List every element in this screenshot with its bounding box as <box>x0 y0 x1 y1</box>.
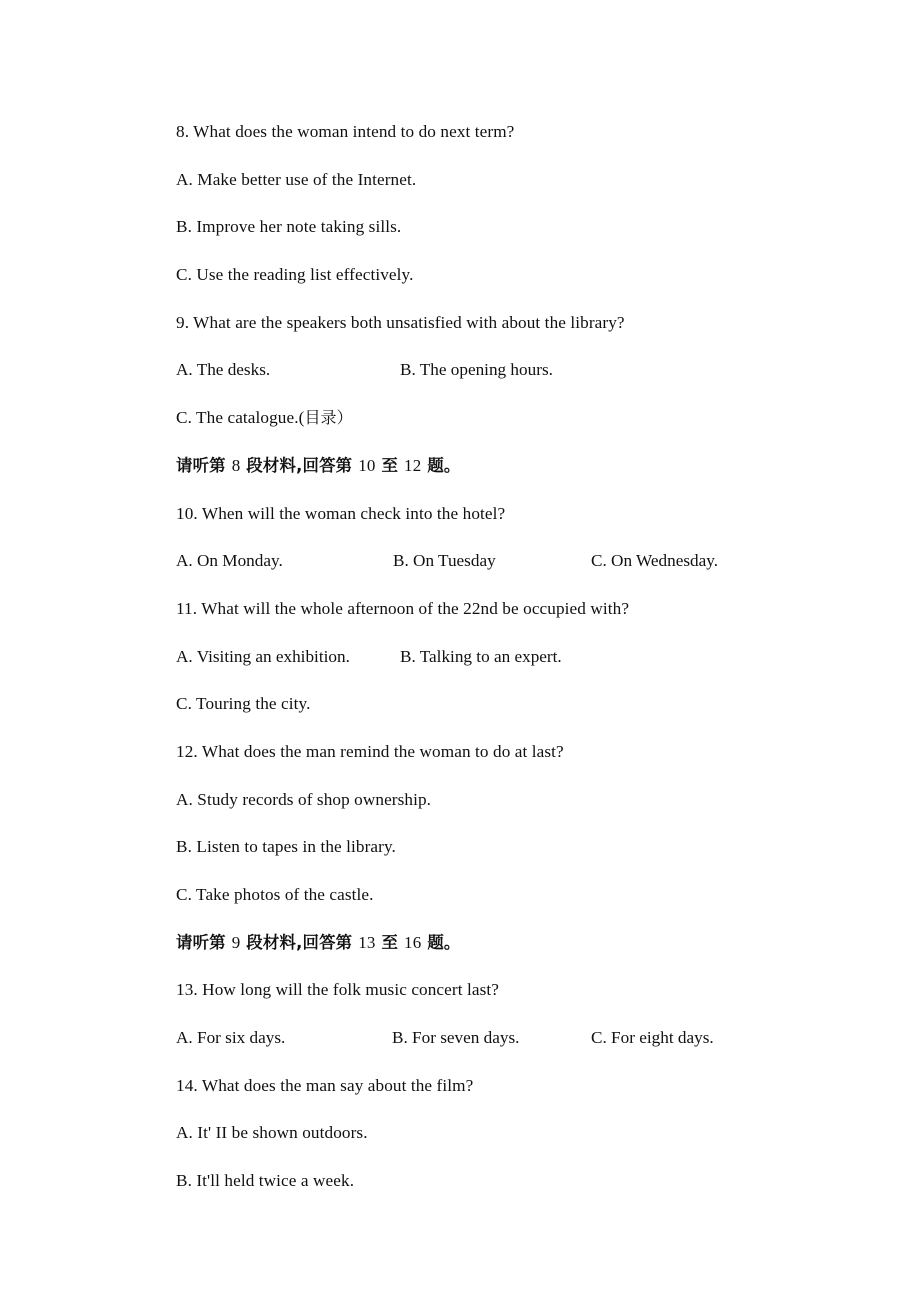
option-q10-b: B. On Tuesday <box>393 551 496 571</box>
directive-8-middle: 段材料,回答第 <box>240 455 359 475</box>
option-q11-c: C. Touring the city. <box>176 694 311 714</box>
option-q8-b: B. Improve her note taking sills. <box>176 217 402 237</box>
question-stem-q12: 12. What does the man remind the woman to do at last? <box>176 741 564 761</box>
question-stem-q8: 8. What does the woman intend to do next term? <box>176 122 515 141</box>
option-q9-c-gloss: 目录 <box>304 408 337 428</box>
option-q12-c: C. Take photos of the castle. <box>176 885 374 904</box>
question-stem-q14: 14. What does the man say about the film? <box>176 1075 474 1095</box>
directive-9-from-no: 13 <box>358 932 376 952</box>
option-row-q11 <box>176 633 876 681</box>
option-q10-c: C. On Wednesday. <box>591 551 719 571</box>
directive-8-to-no: 12 <box>404 455 422 475</box>
question-stem-q13: 13. How long will the folk music concert last? <box>176 980 499 1000</box>
directive-9-to-word: 至 <box>375 932 404 952</box>
option-q12-a: A. Study records of shop ownership. <box>176 789 432 809</box>
option-row-q9 <box>176 346 876 394</box>
section-directive-8 <box>176 442 876 490</box>
directive-9-material-no: 9 <box>231 932 241 952</box>
option-q14-b: B. It'll held twice a week. <box>176 1171 355 1191</box>
option-q11-a: A. Visiting an exhibition. <box>176 646 350 666</box>
directive-8-to-word: 至 <box>375 455 404 475</box>
option-q13-c: C. For eight days. <box>591 1028 714 1048</box>
directive-8-tail: 题。 <box>421 455 461 475</box>
option-q9-c-close-paren: ） <box>336 408 353 428</box>
question-stem-q11: 11. What will the whole afternoon of the 22nd be occupied with? <box>176 598 630 618</box>
question-stem-q9: 9. What are the speakers both unsatisfied with about the library? <box>176 312 625 332</box>
option-row-q13 <box>176 1014 876 1062</box>
option-q9-b: B. The opening hours. <box>400 360 553 380</box>
directive-8-lead: 请听第 <box>176 455 232 475</box>
option-row-q10 <box>176 537 876 585</box>
option-q8-a: A. Make better use of the Internet. <box>176 169 417 189</box>
option-q9-a: A. The desks. <box>176 360 271 380</box>
directive-9-tail: 题。 <box>421 932 461 952</box>
directive-9-to-no: 16 <box>404 932 422 952</box>
option-q14-a: A. It' II be shown outdoors. <box>176 1123 368 1143</box>
directive-9-lead: 请听第 <box>176 932 232 952</box>
option-q11-b: B. Talking to an expert. <box>400 646 562 666</box>
option-q9-c-text: C. The catalogue.( <box>176 408 305 428</box>
option-q8-c: C. Use the reading list effectively. <box>176 265 414 285</box>
option-q13-a: A. For six days. <box>176 1028 286 1048</box>
option-q10-a: A. On Monday. <box>176 551 283 571</box>
exam-content-column <box>176 108 876 1205</box>
directive-8-material-no: 8 <box>231 455 241 475</box>
option-q12-b: B. Listen to tapes in the library. <box>176 837 396 857</box>
directive-9-middle: 段材料,回答第 <box>240 932 359 952</box>
question-stem-q10: 10. When will the woman check into the hotel? <box>176 503 506 523</box>
option-q13-b: B. For seven days. <box>392 1028 520 1048</box>
directive-8-from-no: 10 <box>358 455 376 475</box>
option-q9-c <box>176 394 876 442</box>
section-directive-9 <box>176 919 876 967</box>
